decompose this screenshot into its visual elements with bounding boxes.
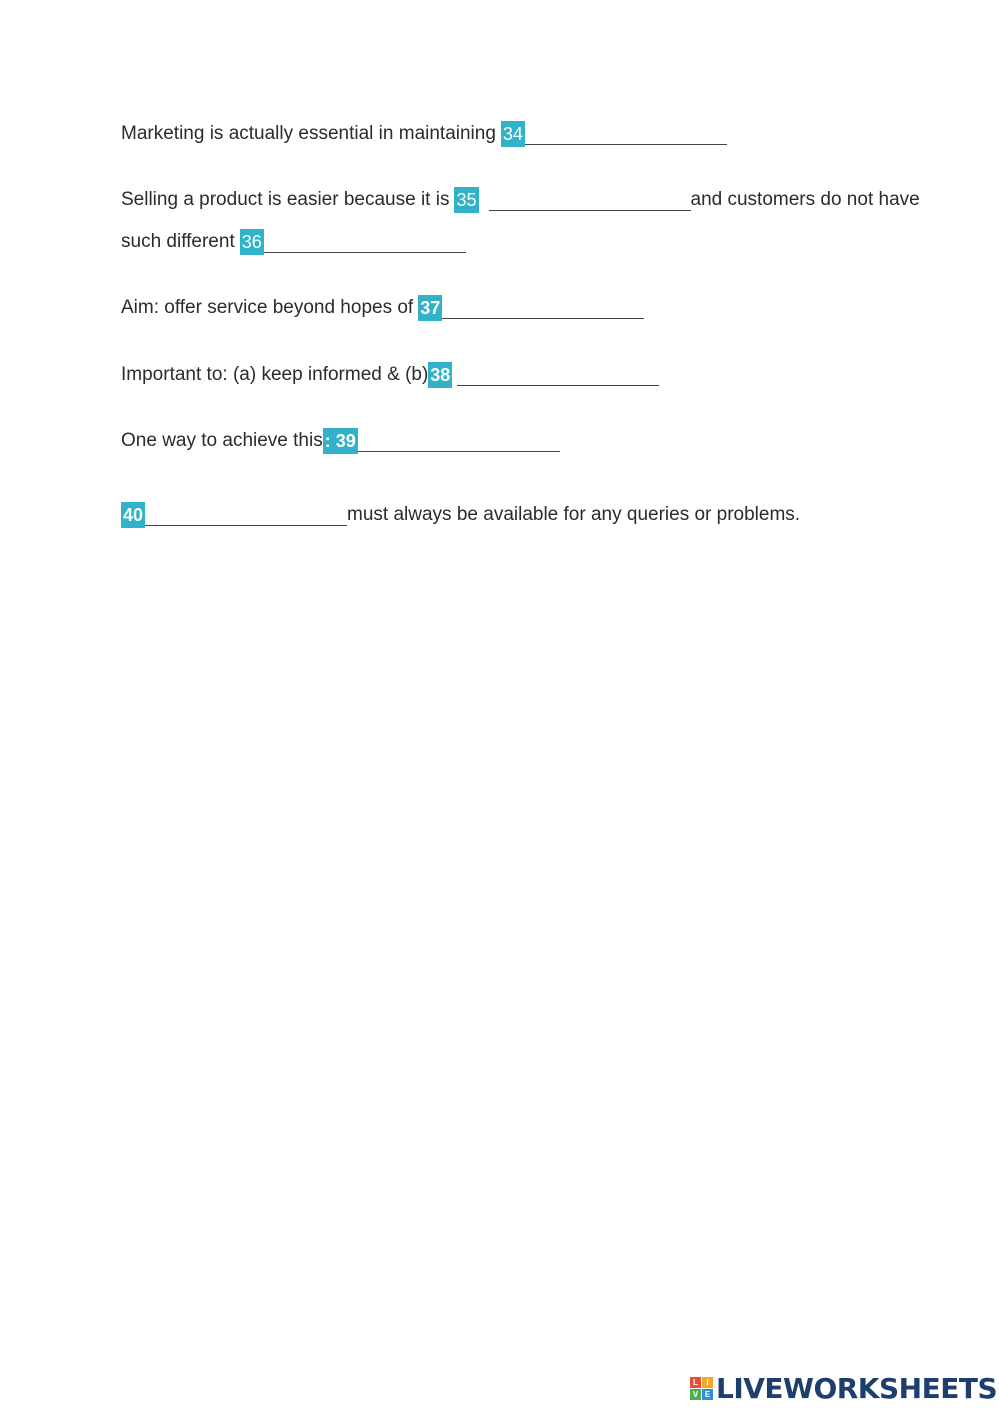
question-40-number: 40 — [121, 502, 145, 528]
logo-icon-letter-i: I — [702, 1377, 713, 1388]
question-36-text: such different — [121, 231, 235, 252]
question-39-number-text: 39 — [335, 431, 356, 451]
question-36-number: 36 — [240, 229, 264, 255]
answer-38-field[interactable] — [457, 360, 659, 386]
question-34-text: Marketing is actually essential in maintaining — [121, 123, 496, 144]
logo-icon-letter-v: V — [690, 1389, 701, 1400]
question-37-text: Aim: offer service beyond hopes of — [121, 297, 414, 318]
answer-36-field[interactable] — [264, 227, 466, 253]
question-39-text: One way to achieve this — [121, 430, 323, 451]
question-39-colon: : — [324, 431, 331, 451]
logo-icon-letter-l: L — [690, 1377, 701, 1388]
question-36 — [121, 229, 466, 255]
question-39-number — [323, 428, 358, 454]
answer-39-field[interactable] — [358, 426, 560, 452]
question-35 — [121, 187, 920, 213]
question-38-text: Important to: (a) keep informed & (b) — [121, 364, 429, 385]
question-38-number: 38 — [428, 362, 452, 388]
answer-35-field[interactable] — [489, 185, 691, 211]
question-40-text-after: must always be available for any queries or problems. — [347, 504, 801, 525]
logo-text: LIVEWORKSHEETS — [716, 1372, 998, 1405]
question-35-number: 35 — [454, 187, 478, 213]
question-40 — [121, 502, 800, 528]
liveworksheets-logo — [690, 1372, 997, 1405]
answer-40-field[interactable] — [145, 500, 347, 526]
answer-37-field[interactable] — [442, 293, 644, 319]
question-34-number: 34 — [501, 121, 525, 147]
answer-34-field[interactable] — [525, 119, 727, 145]
question-34 — [121, 121, 727, 147]
liveworksheets-logo-icon — [690, 1377, 713, 1400]
question-37-number: 37 — [418, 295, 442, 321]
question-37 — [121, 295, 644, 321]
logo-icon-letter-e: E — [702, 1389, 713, 1400]
question-35-text: Selling a product is easier because it is — [121, 189, 450, 210]
question-35-text-after: and customers do not have — [690, 189, 920, 210]
question-39 — [121, 428, 560, 454]
question-38 — [121, 362, 659, 388]
